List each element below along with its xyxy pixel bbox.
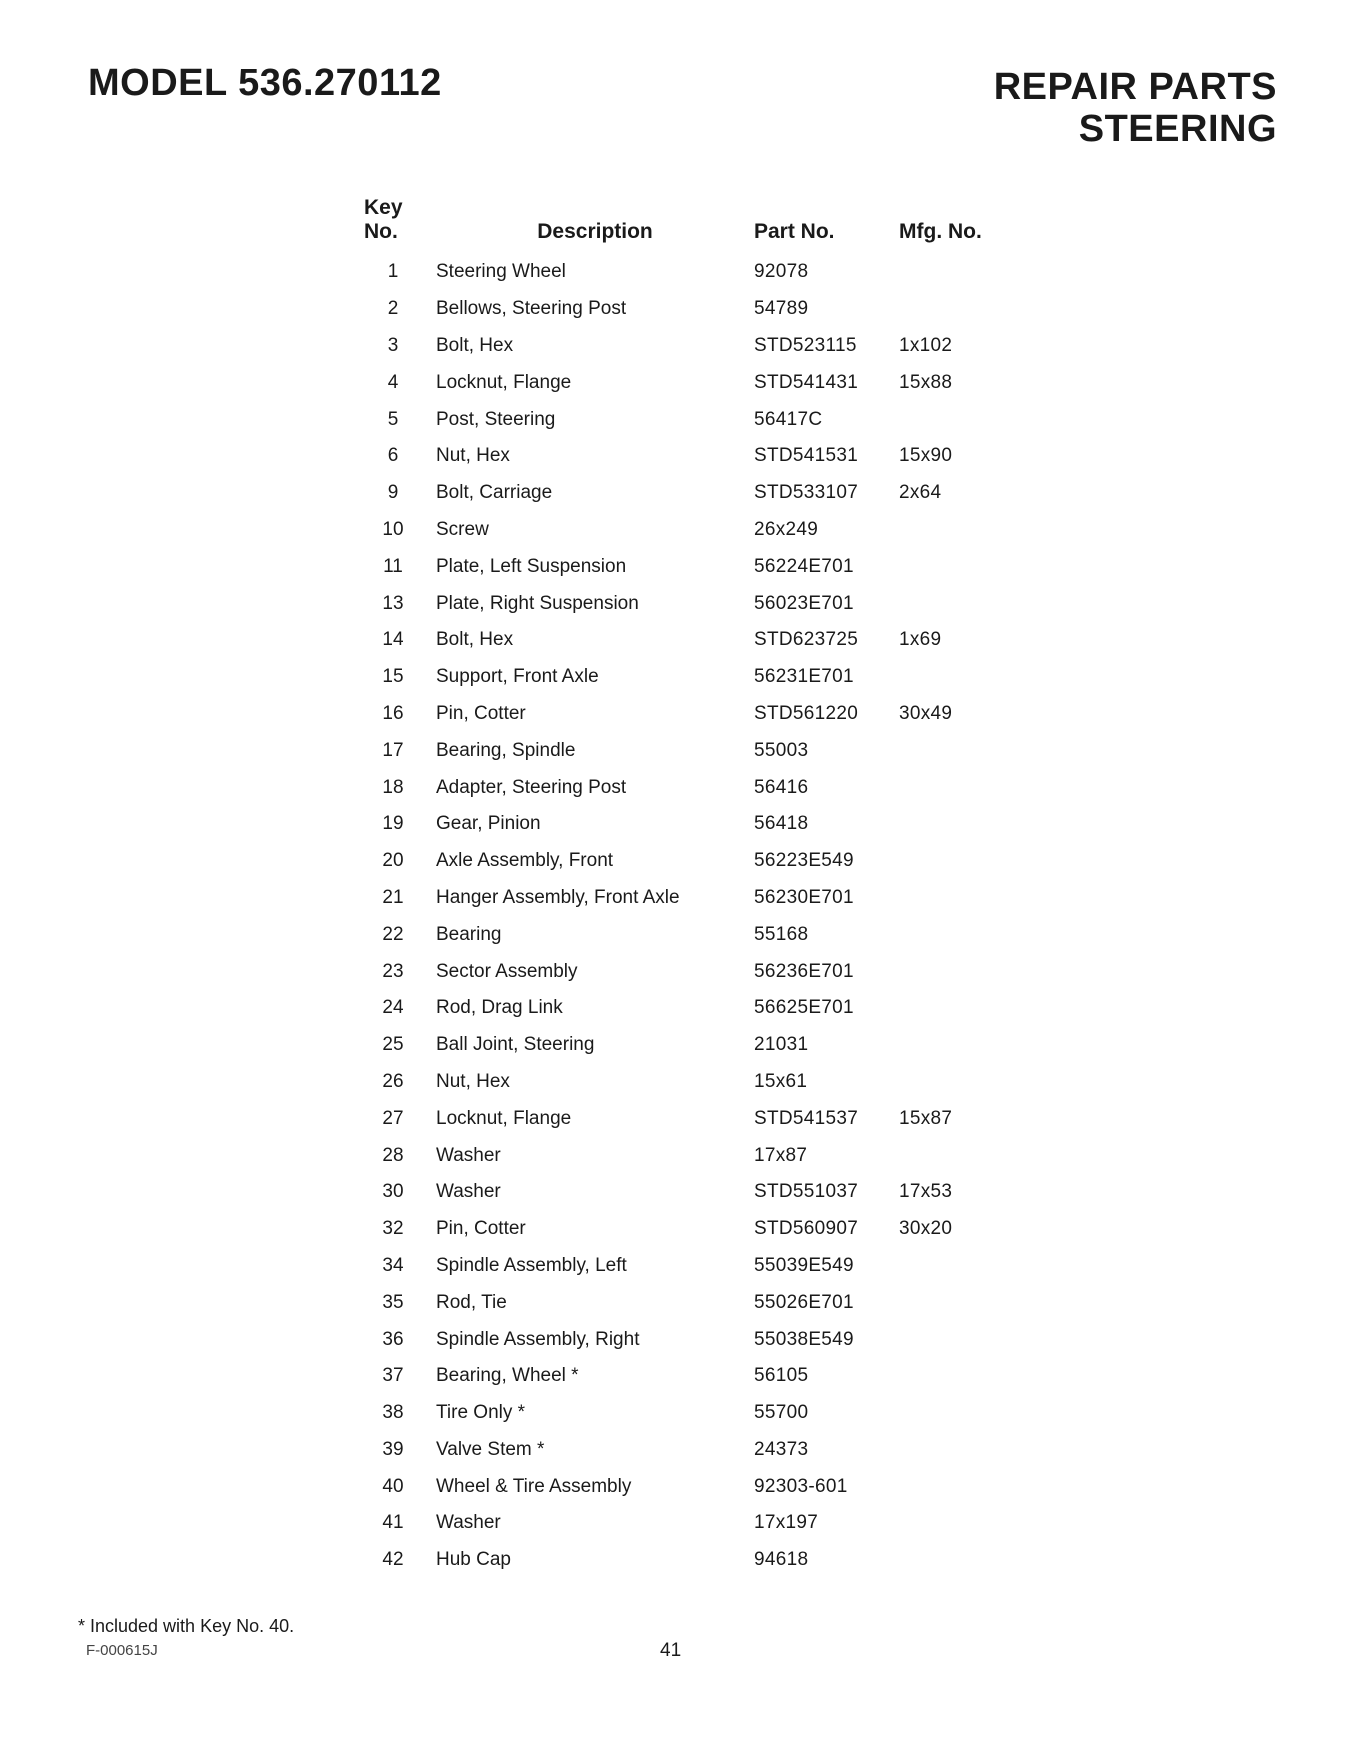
description-cell: Rod, Tie — [436, 1291, 507, 1313]
part-no-cell: STD541431 — [754, 371, 859, 393]
mfg-no-cell — [899, 254, 1019, 291]
table-row — [360, 769, 1019, 806]
description-cell: Axle Assembly, Front — [436, 850, 614, 872]
key-cell: 23 — [382, 960, 404, 982]
table-row — [360, 1100, 1019, 1137]
table-header-row — [360, 196, 1019, 254]
form-code: F-000615J — [86, 1642, 158, 1659]
part-no-cell: STD560907 — [754, 1218, 859, 1240]
mfg-no-cell: 15x87 — [899, 1107, 953, 1129]
description-cell: Pin, Cotter — [436, 702, 526, 724]
key-cell: 10 — [382, 518, 404, 540]
mfg-no-cell — [899, 1321, 1019, 1358]
table-row — [360, 843, 1019, 880]
description-cell: Washer — [436, 1181, 501, 1203]
part-no-cell: STD551037 — [754, 1181, 859, 1203]
table-row — [360, 548, 1019, 585]
part-no-cell: 55700 — [754, 1402, 809, 1424]
key-cell: 28 — [382, 1144, 404, 1166]
mfg-no-cell: 1x69 — [899, 629, 942, 651]
table-row — [360, 659, 1019, 696]
description-cell: Bolt, Carriage — [436, 482, 553, 504]
model-title: MODEL 536.270112 — [88, 62, 442, 104]
part-no-cell: 54789 — [754, 298, 809, 320]
table-row — [360, 1321, 1019, 1358]
part-no-cell: 56023E701 — [754, 592, 854, 614]
description-cell: Ball Joint, Steering — [436, 1034, 595, 1056]
table-row — [360, 1174, 1019, 1211]
mfg-no-cell — [899, 512, 1019, 549]
mfg-no-cell — [899, 769, 1019, 806]
column-header-part-no: Part No. — [754, 220, 835, 243]
mfg-no-cell — [899, 401, 1019, 438]
mfg-no-cell — [899, 1395, 1019, 1432]
part-no-cell: 56236E701 — [754, 960, 854, 982]
key-cell: 1 — [387, 261, 399, 283]
part-no-cell: 56417C — [754, 408, 823, 430]
description-cell: Hub Cap — [436, 1549, 511, 1571]
description-cell: Post, Steering — [436, 408, 556, 430]
table-row — [360, 696, 1019, 733]
table-row — [360, 1248, 1019, 1285]
mfg-no-cell: 30x49 — [899, 702, 953, 724]
mfg-no-cell: 15x90 — [899, 445, 953, 467]
table-row — [360, 1468, 1019, 1505]
table-row — [360, 1542, 1019, 1579]
key-cell: 35 — [382, 1291, 404, 1313]
key-cell: 13 — [382, 592, 404, 614]
table-row — [360, 1027, 1019, 1064]
table-row — [360, 1284, 1019, 1321]
section-title — [994, 66, 1277, 150]
part-no-cell: 55038E549 — [754, 1328, 854, 1350]
table-row — [360, 1064, 1019, 1101]
mfg-no-cell — [899, 1248, 1019, 1285]
mfg-no-cell — [899, 1432, 1019, 1469]
key-cell: 32 — [382, 1218, 404, 1240]
column-header-mfg-no: Mfg. No. — [899, 220, 982, 243]
part-no-cell: 56230E701 — [754, 886, 854, 908]
description-cell: Sector Assembly — [436, 960, 578, 982]
description-cell: Bearing, Wheel * — [436, 1365, 579, 1387]
table-row — [360, 622, 1019, 659]
mfg-no-cell — [899, 1137, 1019, 1174]
table-row — [360, 438, 1019, 475]
table-row — [360, 291, 1019, 328]
mfg-no-cell — [899, 1505, 1019, 1542]
description-cell: Wheel & Tire Assembly — [436, 1475, 632, 1497]
mfg-no-cell: 2x64 — [899, 482, 942, 504]
description-cell: Bearing, Spindle — [436, 739, 576, 761]
description-cell: Bolt, Hex — [436, 629, 514, 651]
part-no-cell: 56625E701 — [754, 997, 854, 1019]
key-cell: 27 — [382, 1107, 404, 1129]
key-cell: 14 — [382, 629, 404, 651]
part-no-cell: 56416 — [754, 776, 809, 798]
table-row — [360, 916, 1019, 953]
parts-table — [360, 196, 1019, 1579]
column-header-key-line1: Key — [364, 196, 403, 219]
key-cell: 42 — [382, 1549, 404, 1571]
description-cell: Washer — [436, 1512, 501, 1534]
key-cell: 25 — [382, 1034, 404, 1056]
column-header-description: Description — [537, 220, 653, 243]
key-cell: 38 — [382, 1402, 404, 1424]
table-row — [360, 585, 1019, 622]
table-row — [360, 328, 1019, 365]
description-cell: Nut, Hex — [436, 1070, 510, 1092]
mfg-no-cell — [899, 659, 1019, 696]
mfg-no-cell — [899, 953, 1019, 990]
table-row — [360, 953, 1019, 990]
key-cell: 18 — [382, 776, 404, 798]
description-cell: Washer — [436, 1144, 501, 1166]
mfg-no-cell — [899, 1064, 1019, 1101]
description-cell: Bolt, Hex — [436, 334, 514, 356]
key-cell: 21 — [382, 886, 404, 908]
description-cell: Gear, Pinion — [436, 813, 541, 835]
part-no-cell: STD561220 — [754, 702, 859, 724]
description-cell: Locknut, Flange — [436, 1107, 572, 1129]
mfg-no-cell — [899, 1358, 1019, 1395]
mfg-no-cell — [899, 990, 1019, 1027]
table-row — [360, 475, 1019, 512]
mfg-no-cell — [899, 585, 1019, 622]
table-row — [360, 880, 1019, 917]
key-cell: 36 — [382, 1328, 404, 1350]
key-cell: 34 — [382, 1254, 404, 1276]
key-cell: 37 — [382, 1365, 404, 1387]
part-no-cell: STD533107 — [754, 482, 859, 504]
description-cell: Valve Stem * — [436, 1438, 545, 1460]
part-no-cell: 56231E701 — [754, 666, 854, 688]
key-cell: 30 — [382, 1181, 404, 1203]
mfg-no-cell — [899, 1027, 1019, 1064]
mfg-no-cell — [899, 291, 1019, 328]
mfg-no-cell: 1x102 — [899, 334, 953, 356]
part-no-cell: 15x61 — [754, 1070, 808, 1092]
part-no-cell: 94618 — [754, 1549, 809, 1571]
description-cell: Tire Only * — [436, 1402, 526, 1424]
part-no-cell: 56224E701 — [754, 555, 854, 577]
table-row — [360, 1505, 1019, 1542]
description-cell: Spindle Assembly, Left — [436, 1254, 627, 1276]
table-row — [360, 512, 1019, 549]
part-no-cell: 56223E549 — [754, 850, 854, 872]
table-row — [360, 990, 1019, 1027]
key-cell: 15 — [382, 666, 404, 688]
description-cell: Steering Wheel — [436, 261, 566, 283]
part-no-cell: 55026E701 — [754, 1291, 854, 1313]
column-header-key-no — [360, 196, 436, 254]
mfg-no-cell — [899, 548, 1019, 585]
table-row — [360, 806, 1019, 843]
mfg-no-cell — [899, 1284, 1019, 1321]
key-cell: 22 — [382, 923, 404, 945]
description-cell: Spindle Assembly, Right — [436, 1328, 640, 1350]
column-header-key-line2: No. — [364, 220, 398, 243]
mfg-no-cell — [899, 732, 1019, 769]
part-no-cell: 21031 — [754, 1034, 809, 1056]
key-cell: 26 — [382, 1070, 404, 1092]
table-row — [360, 1395, 1019, 1432]
key-cell: 2 — [387, 298, 399, 320]
key-cell: 19 — [382, 813, 404, 835]
key-cell: 3 — [387, 334, 399, 356]
key-cell: 20 — [382, 850, 404, 872]
key-cell: 24 — [382, 997, 404, 1019]
part-no-cell: STD523115 — [754, 334, 857, 356]
key-cell: 11 — [383, 555, 403, 577]
key-cell: 6 — [387, 445, 399, 467]
description-cell: Hanger Assembly, Front Axle — [436, 886, 680, 908]
description-cell: Pin, Cotter — [436, 1218, 526, 1240]
mfg-no-cell: 17x53 — [899, 1181, 953, 1203]
part-no-cell: 92303-601 — [754, 1475, 848, 1497]
description-cell: Plate, Left Suspension — [436, 555, 627, 577]
description-cell: Rod, Drag Link — [436, 997, 563, 1019]
part-no-cell: 55039E549 — [754, 1254, 854, 1276]
part-no-cell: 56105 — [754, 1365, 809, 1387]
key-cell: 39 — [382, 1438, 404, 1460]
description-cell: Plate, Right Suspension — [436, 592, 639, 614]
mfg-no-cell — [899, 806, 1019, 843]
part-no-cell: 17x87 — [754, 1144, 808, 1166]
section-title-line2: STEERING — [1078, 108, 1277, 150]
mfg-no-cell: 30x20 — [899, 1218, 953, 1240]
description-cell: Bearing — [436, 923, 502, 945]
part-no-cell: STD623725 — [754, 629, 859, 651]
page-number: 41 — [660, 1640, 682, 1661]
description-cell: Screw — [436, 518, 489, 540]
part-no-cell: 24373 — [754, 1438, 809, 1460]
description-cell: Adapter, Steering Post — [436, 776, 627, 798]
table-row — [360, 364, 1019, 401]
mfg-no-cell — [899, 843, 1019, 880]
key-cell: 9 — [387, 482, 399, 504]
part-no-cell: 55003 — [754, 739, 809, 761]
mfg-no-cell — [899, 1542, 1019, 1579]
key-cell: 4 — [387, 371, 399, 393]
description-cell: Locknut, Flange — [436, 371, 572, 393]
part-no-cell: 55168 — [754, 923, 809, 945]
description-cell: Bellows, Steering Post — [436, 298, 627, 320]
description-cell: Support, Front Axle — [436, 666, 599, 688]
table-row — [360, 401, 1019, 438]
key-cell: 16 — [382, 702, 404, 724]
table-row — [360, 254, 1019, 291]
table-row — [360, 1211, 1019, 1248]
part-no-cell: 92078 — [754, 261, 809, 283]
parts-table-body — [360, 254, 1019, 1579]
mfg-no-cell — [899, 880, 1019, 917]
part-no-cell: 17x197 — [754, 1512, 819, 1534]
part-no-cell: 56418 — [754, 813, 809, 835]
description-cell: Nut, Hex — [436, 445, 510, 467]
key-cell: 41 — [382, 1512, 404, 1534]
mfg-no-cell — [899, 916, 1019, 953]
part-no-cell: STD541537 — [754, 1107, 859, 1129]
mfg-no-cell — [899, 1468, 1019, 1505]
key-cell: 17 — [382, 739, 404, 761]
key-cell: 5 — [387, 408, 399, 430]
table-row — [360, 1358, 1019, 1395]
footnote: * Included with Key No. 40. — [78, 1616, 295, 1636]
section-title-line1: REPAIR PARTS — [993, 66, 1277, 108]
table-row — [360, 1432, 1019, 1469]
table-row — [360, 732, 1019, 769]
table-row — [360, 1137, 1019, 1174]
part-no-cell: STD541531 — [754, 445, 859, 467]
part-no-cell: 26x249 — [754, 518, 819, 540]
mfg-no-cell: 15x88 — [899, 371, 953, 393]
key-cell: 40 — [382, 1475, 404, 1497]
